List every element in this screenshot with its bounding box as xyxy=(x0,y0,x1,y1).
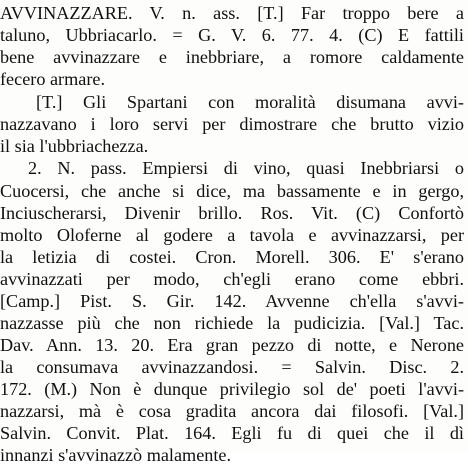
entry-line-15: nazzasse più che non richiede la pudicizia. [Val.] Tac. xyxy=(0,313,464,333)
entry-line-5: [T.] Gli Spartani con moralità disumana avvi- xyxy=(36,92,464,112)
entry-line-20: Salvin. Convit. Plat. 164. Egli fu di quei che il dì xyxy=(0,423,464,443)
entry-line-16: Dav. Ann. 13. 20. Era gran pezzo di notte, e Nerone xyxy=(0,335,464,355)
sense-2-line-1: 2. N. pass. Empiersi di vino, quasi Inebbriarsi o xyxy=(28,158,464,178)
entry-line-3: bene avvinazzare e inebbriare, a romore caldamente xyxy=(0,47,464,67)
entry-line-6: nazzavano i loro servi per dimostrare che brutto vizio xyxy=(0,114,464,134)
entry-line-19: nazzarsi, mà è cosa gradita ancora dai filosofi. [Val.] xyxy=(0,401,464,421)
entry-line-17: la consumava avvinazzandosi. = Salvin. Disc. 2. xyxy=(0,357,464,377)
entry-line-18: 172. (M.) Non è dunque privilegio sol de' poeti l'avvi- xyxy=(0,379,464,399)
entry-line-14: [Camp.] Pist. S. Gir. 142. Avvenne ch'ella s'avvi- xyxy=(0,291,464,311)
entry-line-1: AVVINAZZARE. V. n. ass. [T.] Far troppo bere a xyxy=(0,3,464,23)
entry-line-9: Cuocersi, che anche si dice, ma bassamente e in gergo, xyxy=(0,181,464,201)
entry-line-7: il sia l'ubbriachezza. xyxy=(0,136,149,156)
entry-line-11: molto Oloferne al godere a tavola e avvinazzarsi, per xyxy=(0,225,464,245)
entry-line-21: innanzi s'avvinazzò malamente. xyxy=(0,445,232,465)
entry-line-12: la letizia di costei. Cron. Morell. 306. E' s'erano xyxy=(0,247,464,267)
entry-line-2: taluno, Ubbriacarlo. = G. V. 6. 77. 4. (C) E fattili xyxy=(0,25,464,45)
entry-line-10: Inciuscherarsi, Divenir brillo. Ros. Vit. (C) Confortò xyxy=(0,203,464,223)
entry-line-13: avvinazzati per modo, ch'egli erano come ebbri. xyxy=(0,269,464,289)
entry-line-4: fecero armare. xyxy=(0,69,105,89)
